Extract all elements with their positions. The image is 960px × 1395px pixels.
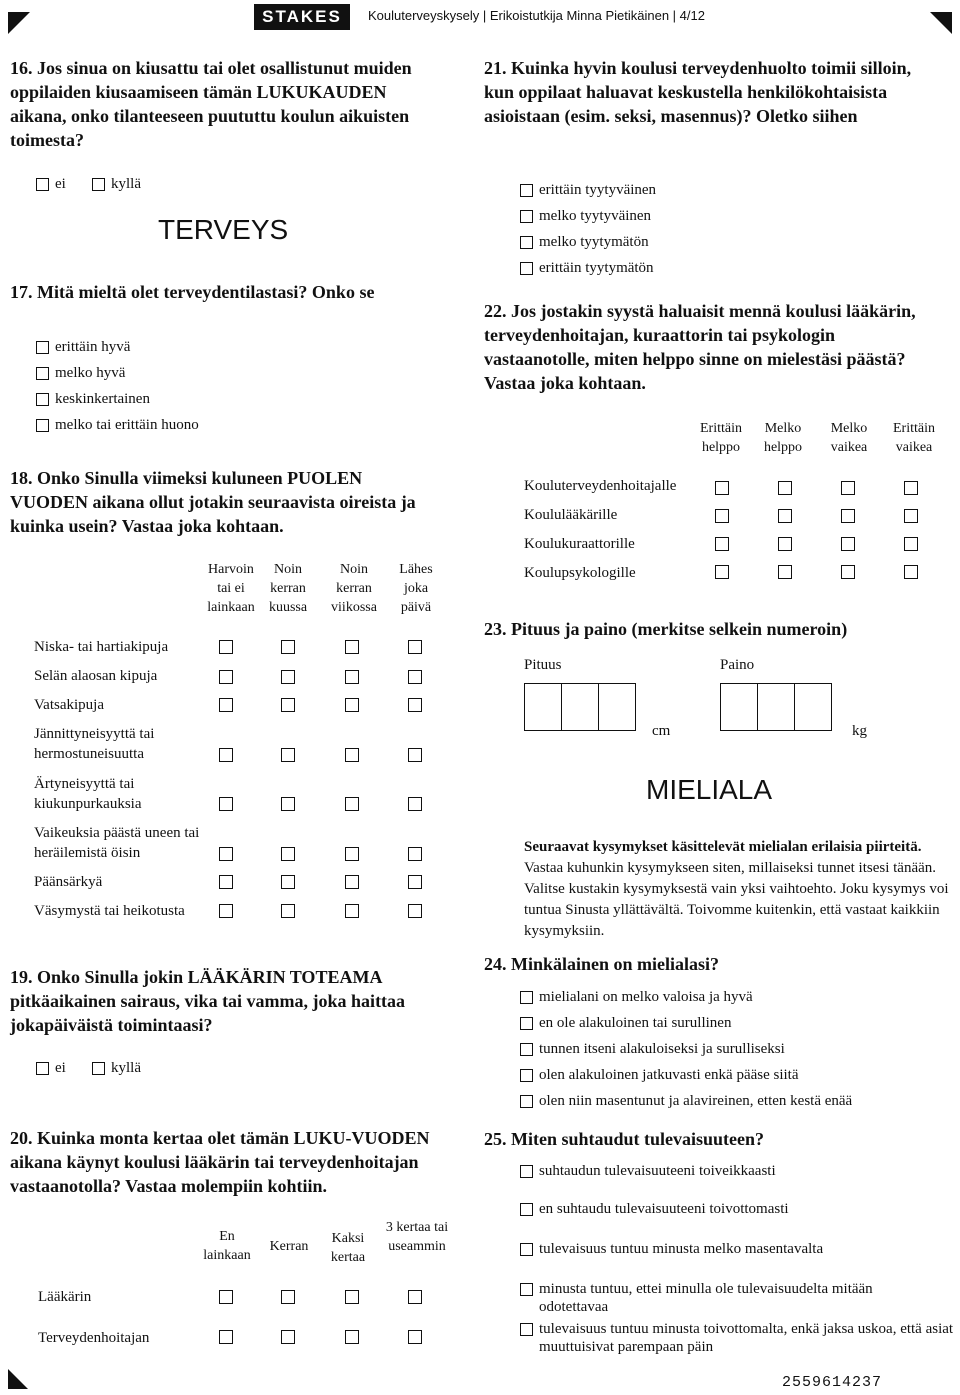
weight-digit-box[interactable] <box>757 683 795 731</box>
q18grid-checkbox[interactable] <box>408 670 422 684</box>
q18-text: 18. Onko Sinulla viimeksi kuluneen PUOLEN VUODEN aikana ollut jotakin seuraavista oireista ja kuinka usein? Vastaa joka kohtaan. <box>10 468 416 536</box>
q20grid-checkbox[interactable] <box>345 1330 359 1344</box>
q18grid-checkbox[interactable] <box>345 698 359 712</box>
q18grid-checkbox[interactable] <box>408 748 422 762</box>
q20grid-checkbox[interactable] <box>219 1330 233 1344</box>
q18-col-header: Noin kerran viikossa <box>331 562 377 615</box>
q18grid-checkbox[interactable] <box>219 875 233 889</box>
q20-col-header: Kaksi kertaa <box>330 1231 366 1265</box>
form-id-number: 2559614237 <box>781 1374 882 1391</box>
q16-text: 16. Jos sinua on kiusattu tai olet osallistunut muiden oppilaiden kiusaamiseen tämän LUKUKAUDEN aikana, onko tilanteeseen puututtu koulun aikuisten toimesta? <box>10 58 412 150</box>
q21-option-1[interactable]: erittäin tyytyväinen <box>520 181 656 199</box>
checkbox[interactable] <box>92 178 105 191</box>
q18grid-checkbox[interactable] <box>281 670 295 684</box>
q22grid-checkbox[interactable] <box>715 565 729 579</box>
q18grid-checkbox[interactable] <box>281 904 295 918</box>
q18-col-header: Noin kerran kuussa <box>268 562 308 615</box>
q16-option-ei[interactable]: ei <box>36 175 66 193</box>
q18-col-header: Lähes joka päivä <box>399 562 433 615</box>
q20-col-header: En lainkaan <box>203 1229 251 1263</box>
q22grid-checkbox[interactable] <box>841 537 855 551</box>
q18-row-label: Väsymystä tai heikotusta <box>34 903 185 919</box>
q20-row-label: Terveydenhoitajan <box>38 1330 150 1346</box>
height-digit-box[interactable] <box>598 683 636 731</box>
q16-option-kylla[interactable]: kyllä <box>92 175 141 193</box>
q18-row-label: Vaikeuksia päästä uneen tai heräilemistä öisin <box>34 825 200 861</box>
q17-option-1[interactable]: erittäin hyvä <box>36 338 130 356</box>
q25-option-3[interactable]: tulevaisuus tuntuu minusta melko masentavalta <box>520 1240 823 1258</box>
q17-option-2[interactable]: melko hyvä <box>36 364 125 382</box>
q18grid-checkbox[interactable] <box>345 640 359 654</box>
q22grid-checkbox[interactable] <box>715 481 729 495</box>
q22-text: 22. Jos jostakin syystä haluaisit mennä koulusi lääkärin, terveydenhoitajan, kuraattorin tai psykologin vastaanotolle, miten helppo sinne on mielestäsi päästä? Vastaa joka kohtaan. <box>484 301 916 393</box>
section-title-mieliala: MIELIALA <box>646 774 773 805</box>
q18grid-checkbox[interactable] <box>345 797 359 811</box>
q18grid-checkbox[interactable] <box>281 875 295 889</box>
q22-col-header: Melko helppo <box>763 421 803 455</box>
q20-row-label: Lääkärin <box>38 1289 92 1305</box>
q19-text: 19. Onko Sinulla jokin LÄÄKÄRIN TOTEAMA pitkäaikainen sairaus, vika tai vamma, joka haittaa jokapäiväistä toimintaasi? <box>10 967 406 1035</box>
q22grid-checkbox[interactable] <box>778 537 792 551</box>
q17-text: 17. Mitä mieltä olet terveydentilastasi? Onko se <box>10 282 375 302</box>
q18-row-label: Vatsakipuja <box>34 697 104 713</box>
q18grid-checkbox[interactable] <box>345 875 359 889</box>
q24-option-4[interactable]: olen alakuloinen jatkuvasti enkä pääse siitä <box>520 1066 799 1084</box>
q18grid-checkbox[interactable] <box>281 698 295 712</box>
q18grid-checkbox[interactable] <box>345 904 359 918</box>
q25-option-2[interactable]: en suhtaudu tulevaisuuteeni toivottomasti <box>520 1200 789 1218</box>
q18-row-label: Niska- tai hartiakipuja <box>34 639 169 655</box>
q25-option-5[interactable]: tulevaisuus tuntuu minusta toivottomalta, enkä jaksa uskoa, että asiat muuttuisivat parempaan päin <box>520 1320 960 1356</box>
q18grid-checkbox[interactable] <box>281 797 295 811</box>
q18-row-label: Ärtyneisyyttä tai kiukunpurkauksia <box>34 776 142 812</box>
q18grid-checkbox[interactable] <box>408 797 422 811</box>
q18grid-checkbox[interactable] <box>345 670 359 684</box>
q24-option-5[interactable]: olen niin masentunut ja alavireinen, etten kestä enää <box>520 1092 852 1110</box>
q22-row-label: Koulukuraattorille <box>524 536 635 552</box>
q18grid-checkbox[interactable] <box>219 640 233 654</box>
q24-option-1[interactable]: mielialani on melko valoisa ja hyvä <box>520 988 753 1006</box>
q22grid-checkbox[interactable] <box>841 481 855 495</box>
q22grid-checkbox[interactable] <box>778 509 792 523</box>
q22grid-checkbox[interactable] <box>904 565 918 579</box>
height-unit: cm <box>652 723 671 739</box>
mieliala-intro-rest: Vastaa kuhunkin kysymykseen siten, millaiseksi tunnet itsesi tänään. Valitse kustakin kysymyksestä vain yksi vaihtoehto. Joku kysymys voi tuntua Sinusta yllättävältä. Toivomme kuitenkin, että vastaat kaikkiin kysymyksiin. <box>524 860 949 939</box>
q25-option-1[interactable]: suhtaudun tulevaisuuteeni toiveikkaasti <box>520 1162 776 1180</box>
q18grid-checkbox[interactable] <box>408 847 422 861</box>
mieliala-intro-bold: Seuraavat kysymykset käsittelevät mielialan erilaisia piirteitä. <box>524 839 922 855</box>
q21-option-4[interactable]: erittäin tyytymätön <box>520 259 654 277</box>
q22grid-checkbox[interactable] <box>841 509 855 523</box>
q22grid-checkbox[interactable] <box>841 565 855 579</box>
weight-unit: kg <box>852 723 867 739</box>
q20grid-checkbox[interactable] <box>345 1290 359 1304</box>
corner-mark-top-left <box>8 12 30 34</box>
q22-row-label: Kouluterveydenhoitajalle <box>524 478 677 494</box>
q18grid-checkbox[interactable] <box>219 904 233 918</box>
q18grid-checkbox[interactable] <box>219 847 233 861</box>
q20-text: 20. Kuinka monta kertaa olet tämän LUKU-VUODEN aikana käynyt koulusi lääkärin tai terveydenhoitajan vastaanotolla? Vastaa molempiin kohtiin. <box>10 1128 430 1196</box>
q20grid-checkbox[interactable] <box>219 1290 233 1304</box>
q22-col-header: Melko vaikea <box>830 421 868 455</box>
q25-option-4[interactable]: minusta tuntuu, ettei minulla ole tulevaisuudelta mitään odotettavaa <box>520 1280 940 1316</box>
q20grid-checkbox[interactable] <box>281 1290 295 1304</box>
q20-col-header: 3 kertaa tai useammin <box>385 1220 449 1254</box>
section-title-terveys: TERVEYS <box>158 214 289 245</box>
height-label: Pituus <box>524 657 562 673</box>
q22grid-checkbox[interactable] <box>778 481 792 495</box>
q22grid-checkbox[interactable] <box>715 537 729 551</box>
q18grid-checkbox[interactable] <box>408 904 422 918</box>
q18-row-label: Selän alaosan kipuja <box>34 668 158 684</box>
q22grid-checkbox[interactable] <box>904 509 918 523</box>
weight-label: Paino <box>720 657 755 673</box>
q18grid-checkbox[interactable] <box>408 640 422 654</box>
height-digit-box[interactable] <box>524 683 562 731</box>
q20grid-checkbox[interactable] <box>281 1330 295 1344</box>
corner-mark-top-right <box>930 12 952 34</box>
q20grid-checkbox[interactable] <box>408 1330 422 1344</box>
q18grid-checkbox[interactable] <box>219 748 233 762</box>
q18grid-checkbox[interactable] <box>345 847 359 861</box>
q22-row-label: Koululääkärille <box>524 507 618 523</box>
corner-mark-bottom-left <box>8 1369 28 1389</box>
q21-option-3[interactable]: melko tyytymätön <box>520 233 649 251</box>
q18grid-checkbox[interactable] <box>219 698 233 712</box>
q18grid-checkbox[interactable] <box>281 847 295 861</box>
q22grid-checkbox[interactable] <box>715 509 729 523</box>
q17-option-4[interactable]: melko tai erittäin huono <box>36 416 199 434</box>
q18grid-checkbox[interactable] <box>408 698 422 712</box>
q23-text: 23. Pituus ja paino (merkitse selkein numeroin) <box>484 619 848 639</box>
checkbox[interactable] <box>36 178 49 191</box>
q20-col-header: Kerran <box>269 1239 309 1254</box>
q18grid-checkbox[interactable] <box>345 748 359 762</box>
page-header-title: Kouluterveyskysely | Erikoistutkija Minna Pietikäinen | 4/12 <box>368 8 705 23</box>
q24-option-2[interactable]: en ole alakuloinen tai surullinen <box>520 1014 731 1032</box>
q22-row-label: Koulupsykologille <box>524 565 636 581</box>
q18grid-checkbox[interactable] <box>219 670 233 684</box>
weight-digit-box[interactable] <box>794 683 832 731</box>
q21-text: 21. Kuinka hyvin koulusi terveydenhuolto toimii silloin, kun oppilaat haluavat keskustella henkilökohtaisista asioistaan (esim. seksi, masennus)? Oletko siihen <box>484 58 912 126</box>
q18grid-checkbox[interactable] <box>219 797 233 811</box>
stakes-logo: STAKES <box>254 4 350 30</box>
q21-option-2[interactable]: melko tyytyväinen <box>520 207 651 225</box>
q22grid-checkbox[interactable] <box>778 565 792 579</box>
q19-option-ei[interactable]: ei <box>36 1059 66 1077</box>
height-digit-box[interactable] <box>561 683 599 731</box>
q18grid-checkbox[interactable] <box>408 875 422 889</box>
q18grid-checkbox[interactable] <box>281 640 295 654</box>
weight-digit-box[interactable] <box>720 683 758 731</box>
q24-option-3[interactable]: tunnen itseni alakuloiseksi ja surulliseksi <box>520 1040 785 1058</box>
q24-text: 24. Minkälainen on mielialasi? <box>484 954 720 974</box>
q20grid-checkbox[interactable] <box>408 1290 422 1304</box>
q25-text: 25. Miten suhtaudut tulevaisuuteen? <box>484 1129 765 1149</box>
q18-row-label: Päänsärkyä <box>34 874 103 890</box>
q18grid-checkbox[interactable] <box>281 748 295 762</box>
q22grid-checkbox[interactable] <box>904 537 918 551</box>
q22-col-header: Erittäin helppo <box>700 421 742 455</box>
q22-col-header: Erittäin vaikea <box>893 421 935 455</box>
q18-row-label: Jännittyneisyyttä tai hermostuneisuutta <box>34 726 155 762</box>
q18-col-header: Harvoin tai ei lainkaan <box>207 562 255 615</box>
q17-option-3[interactable]: keskinkertainen <box>36 390 150 408</box>
q19-option-kylla[interactable]: kyllä <box>92 1059 141 1077</box>
q22grid-checkbox[interactable] <box>904 481 918 495</box>
mieliala-intro <box>524 837 956 942</box>
